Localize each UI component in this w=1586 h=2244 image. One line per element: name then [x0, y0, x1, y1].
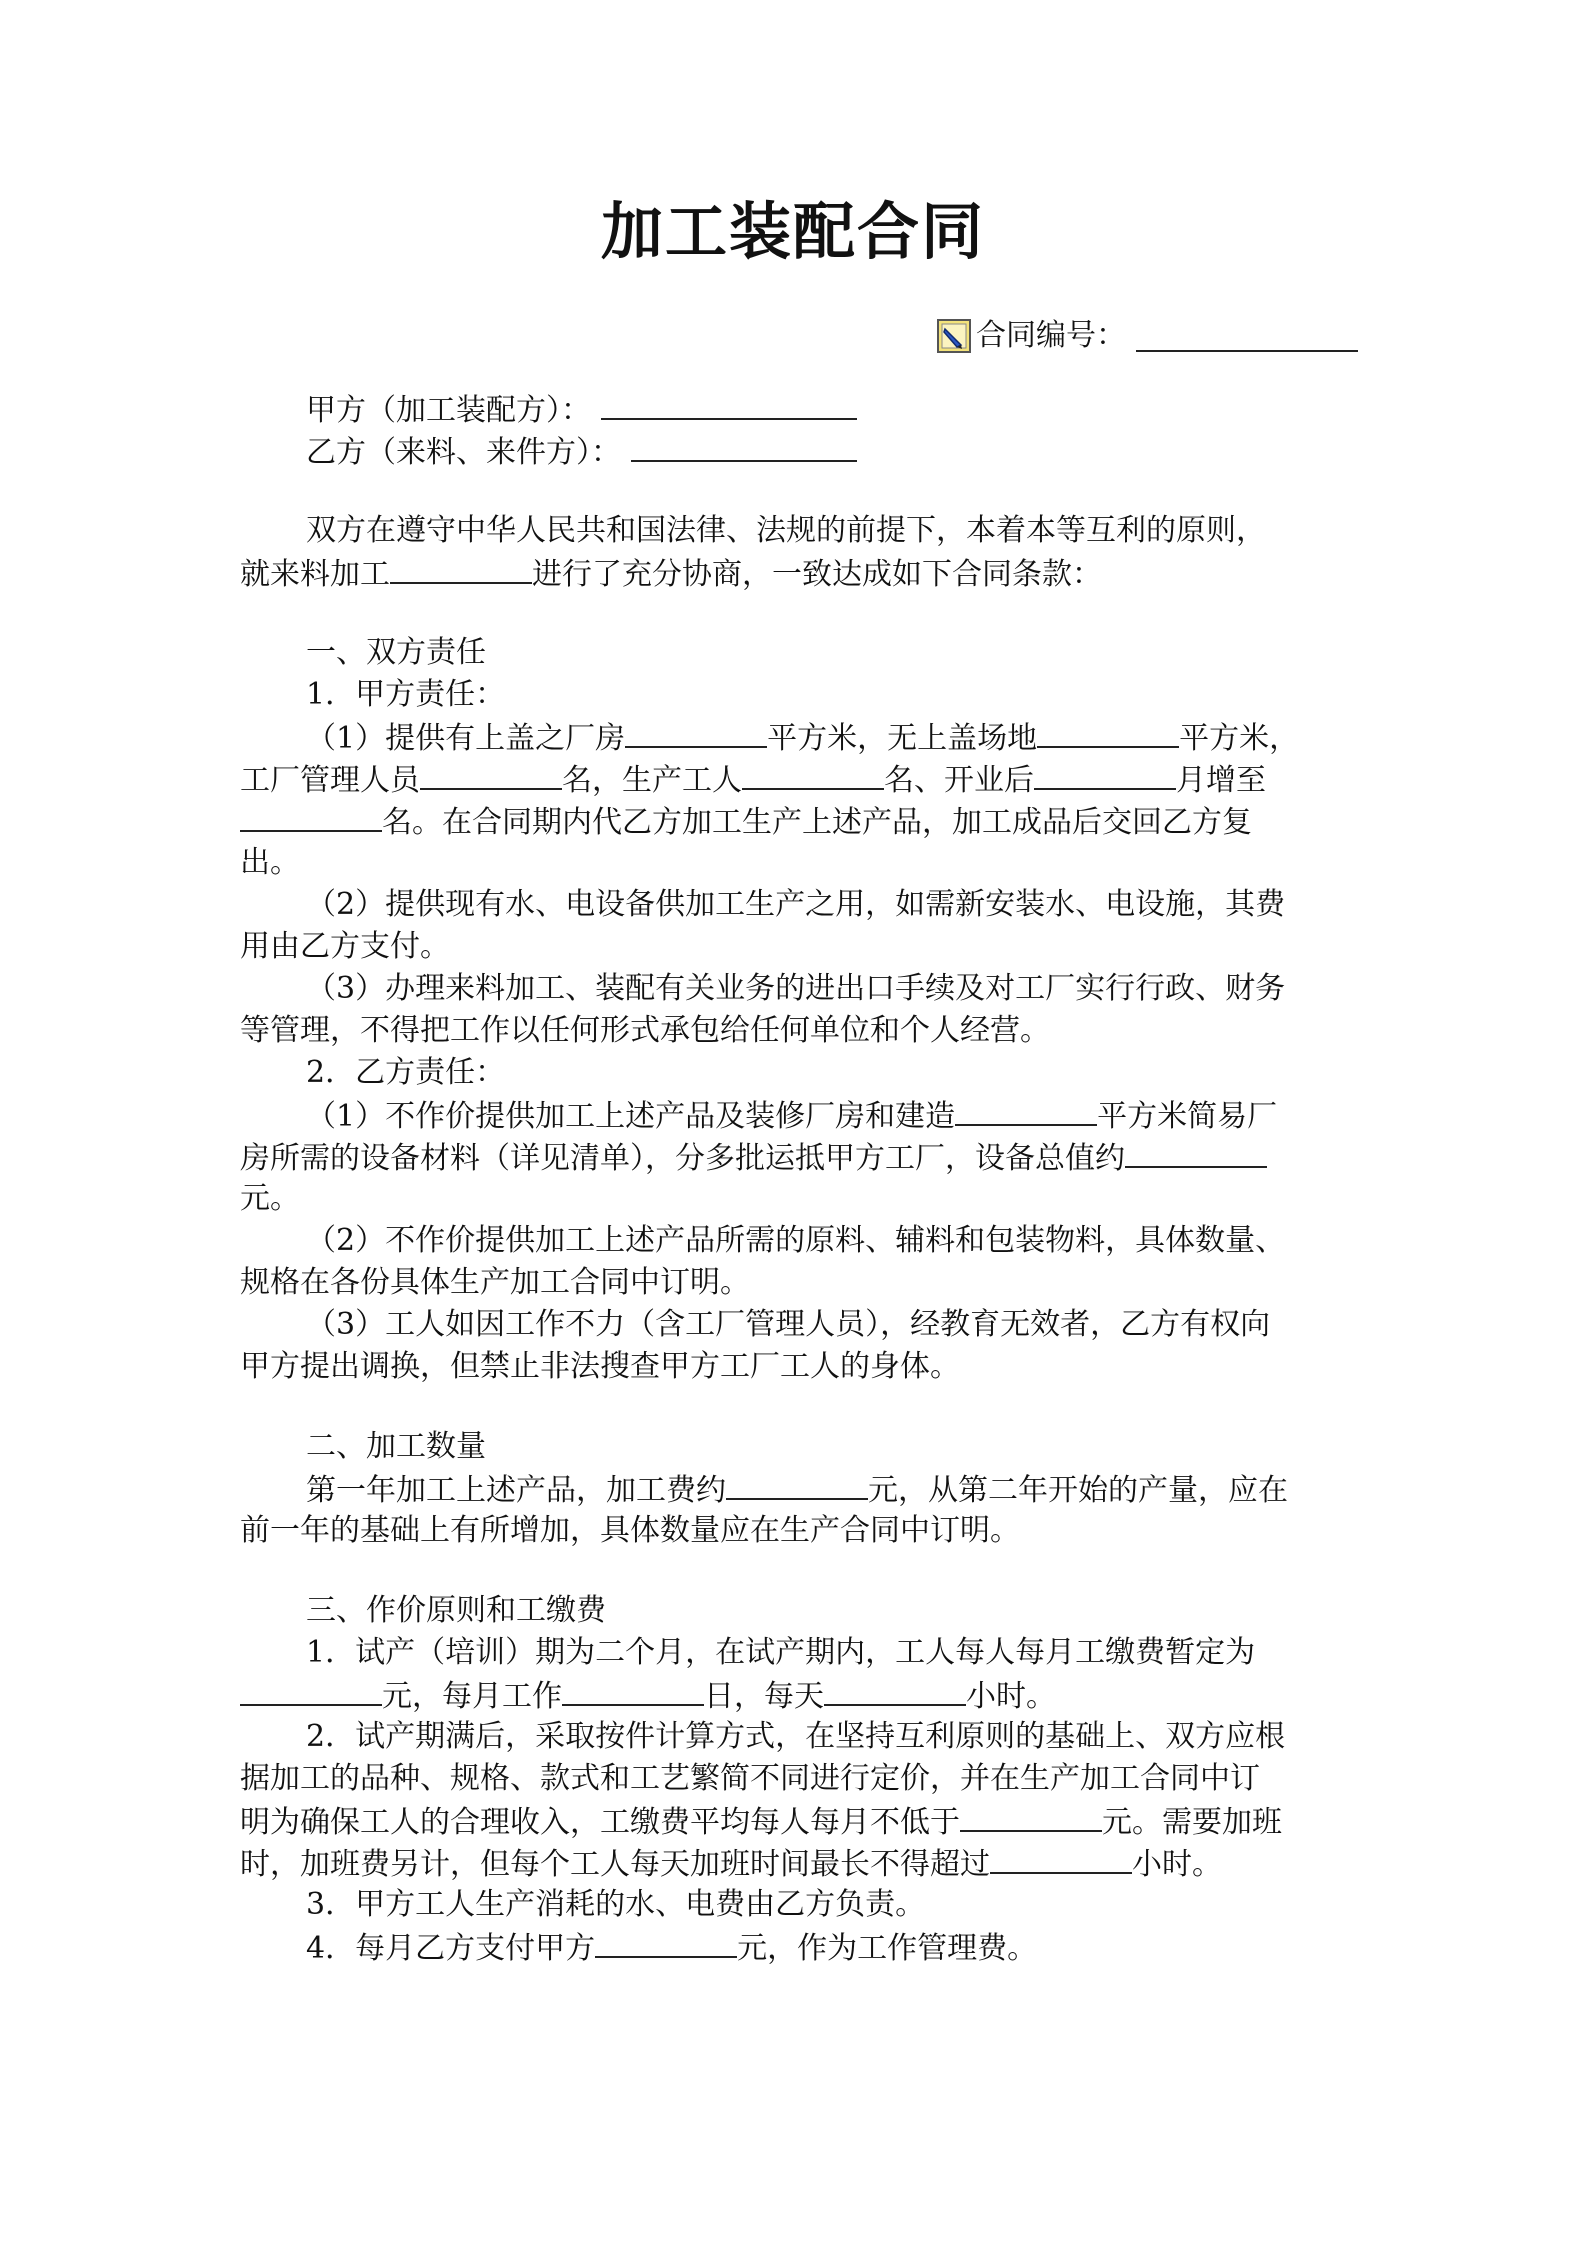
clause-a1-line-3: [240, 800, 1350, 842]
clause-3-4-line: [240, 1926, 1350, 1968]
party-a-blank[interactable]: [601, 388, 857, 420]
contract-body: [240, 388, 1350, 1968]
clause-a1-text-4: 出。: [240, 845, 300, 880]
clause-a3-line-1: [240, 968, 1350, 1010]
clause-a1-text-2c: 名、开业后: [884, 763, 1034, 798]
clause-a2-line-1: [240, 884, 1350, 926]
clause-b1-line-2: [240, 1136, 1350, 1178]
section-1-heading: [240, 632, 1350, 674]
clause-3-1-text-1: 1．试产（培训）期为二个月，在试产期内，工人每人每月工缴费暂定为: [306, 1635, 1256, 1670]
clause-3-4-text-b: 元，作为工作管理费。: [737, 1931, 1038, 1966]
section-2-heading: [240, 1426, 1350, 1468]
months-blank[interactable]: [1034, 758, 1176, 790]
clause-b2-text-2: 规格在各份具体生产加工合同中订明。: [240, 1265, 750, 1300]
workers-blank[interactable]: [742, 758, 884, 790]
section-2-line-2: [240, 1510, 1350, 1552]
daily-hours-blank[interactable]: [824, 1674, 966, 1706]
clause-3-4-text-a: 4．每月乙方支付甲方: [306, 1931, 596, 1966]
clause-3-2-line-2: [240, 1758, 1350, 1800]
clause-3-2-text-1: 2．试产期满后，采取按件计算方式，在坚持互利原则的基础上、双方应根: [306, 1719, 1286, 1754]
clause-b3-text-1: （3）工人如因工作不力（含工厂管理人员），经教育无效者，乙方有权向: [306, 1307, 1271, 1342]
party-a-line: [240, 388, 1350, 430]
contract-number-blank[interactable]: [1136, 320, 1358, 352]
minimum-wage-blank[interactable]: [960, 1800, 1102, 1832]
clause-3-3-text: 3．甲方工人生产消耗的水、电费由乙方负责。: [306, 1887, 926, 1922]
management-fee-blank[interactable]: [595, 1926, 737, 1958]
clause-a1-text-1a: （1）提供有上盖之厂房: [306, 721, 626, 756]
intro-blank[interactable]: [390, 552, 532, 584]
section-2-text-1a: 第一年加工上述产品，加工费约: [306, 1473, 726, 1508]
contract-number-label: 合同编号：: [976, 318, 1126, 353]
clause-b3-line-2: [240, 1346, 1350, 1388]
clause-a1-text-2d: 月增至: [1176, 763, 1266, 798]
section-2-title: 二、加工数量: [306, 1429, 486, 1464]
section-3-heading: [240, 1590, 1350, 1632]
clause-3-3-line: [240, 1884, 1350, 1926]
clause-a1-text-1c: 平方米，: [1179, 721, 1300, 756]
clause-3-2-text-3b: 元。需要加班: [1102, 1805, 1282, 1840]
simple-building-area-blank[interactable]: [955, 1094, 1097, 1126]
clause-a2-text-2: 用由乙方支付。: [240, 929, 450, 964]
clause-b2-text-1: （2）不作价提供加工上述产品所需的原料、辅料和包装物料，具体数量、: [306, 1223, 1286, 1258]
clause-3-2-text-3a: 明为确保工人的合理收入，工缴费平均每人每月不低于: [240, 1805, 960, 1840]
clause-a1-line-1: [240, 716, 1350, 758]
document-title: 加工装配合同: [600, 195, 985, 268]
section-2-text-2: 前一年的基础上有所增加，具体数量应在生产合同中订明。: [240, 1513, 1020, 1548]
clause-a1-text-3: 名。在合同期内代乙方加工生产上述产品，加工成品后交回乙方复: [382, 805, 1252, 840]
open-area-blank[interactable]: [1037, 716, 1179, 748]
covered-area-blank[interactable]: [625, 716, 767, 748]
party-a-duties-title: 1．甲方责任：: [306, 677, 506, 712]
clause-b1-text-1b: 平方米简易厂: [1097, 1099, 1278, 1134]
section-2-line-1: [240, 1468, 1350, 1510]
clause-a1-text-2b: 名，生产工人: [562, 763, 742, 798]
clause-b3-text-2: 甲方提出调换，但禁止非法搜查甲方工厂工人的身体。: [240, 1349, 960, 1384]
clause-b1-text-2: 房所需的设备材料（详见清单），分多批运抵甲方工厂，设备总值约: [240, 1141, 1125, 1176]
intro-text-2b: 进行了充分协商，一致达成如下合同条款：: [532, 557, 1102, 592]
staff-increase-blank[interactable]: [240, 800, 382, 832]
clause-3-1-line-1: [240, 1632, 1350, 1674]
party-b-label: 乙方（来料、来件方）：: [306, 435, 621, 470]
trial-wage-blank[interactable]: [240, 1674, 382, 1706]
clause-a3-text-2: 等管理，不得把工作以任何形式承包给任何单位和个人经营。: [240, 1013, 1050, 1048]
intro-text-1: 双方在遵守中华人民共和国法律、法规的前提下，本着本等互利的原则，: [306, 513, 1266, 548]
clause-3-1-text-2b: 日，每天: [704, 1679, 824, 1714]
clause-b2-line-2: [240, 1262, 1350, 1304]
clause-3-2-line-1: [240, 1716, 1350, 1758]
clause-3-2-text-4b: 小时。: [1132, 1847, 1222, 1882]
section-2-text-1b: 元，从第二年开始的产量，应在: [868, 1473, 1288, 1508]
clause-a3-text-1: （3）办理来料加工、装配有关业务的进出口手续及对工厂实行行政、财务: [306, 971, 1286, 1006]
clause-b2-line-1: [240, 1220, 1350, 1262]
party-b-duties-heading: [240, 1052, 1350, 1094]
clause-b3-line-1: [240, 1304, 1350, 1346]
overtime-hours-blank[interactable]: [990, 1842, 1132, 1874]
equipment-value-blank[interactable]: [1125, 1136, 1267, 1168]
clause-a1-text-1b: 平方米，无上盖场地: [767, 721, 1038, 756]
clause-a1-line-2: [240, 758, 1350, 800]
clause-3-2-line-3: [240, 1800, 1350, 1842]
document-pencil-icon[interactable]: [936, 318, 972, 354]
party-b-line: [240, 430, 1350, 472]
clause-3-2-text-2: 据加工的品种、规格、款式和工艺繁简不同进行定价，并在生产加工合同中订: [240, 1761, 1260, 1796]
intro-line-1: [240, 510, 1350, 552]
clause-3-1-text-2c: 小时。: [966, 1679, 1056, 1714]
processing-fee-blank[interactable]: [726, 1468, 868, 1500]
party-a-duties-heading: [240, 674, 1350, 716]
clause-a1-text-2a: 工厂管理人员: [240, 763, 420, 798]
party-b-blank[interactable]: [631, 430, 857, 462]
intro-line-2: [240, 552, 1350, 594]
clause-3-1-text-2a: 元，每月工作: [382, 1679, 562, 1714]
contract-number-line: [936, 312, 1358, 360]
clause-b1-line-1: [240, 1094, 1350, 1136]
clause-3-2-line-4: [240, 1842, 1350, 1884]
party-b-duties-title: 2．乙方责任：: [306, 1055, 506, 1090]
managers-blank[interactable]: [420, 758, 562, 790]
party-a-label: 甲方（加工装配方）：: [306, 393, 591, 428]
clause-3-2-text-4a: 时，加班费另计，但每个工人每天加班时间最长不得超过: [240, 1847, 990, 1882]
intro-text-2a: 就来料加工: [240, 557, 390, 592]
clause-a2-text-1: （2）提供现有水、电设备供加工生产之用，如需新安装水、电设施，其费: [306, 887, 1286, 922]
clause-b1-text-3: 元。: [240, 1181, 300, 1216]
clause-3-1-line-2: [240, 1674, 1350, 1716]
clause-a3-line-2: [240, 1010, 1350, 1052]
clause-b1-line-3: [240, 1178, 1350, 1220]
clause-a2-line-2: [240, 926, 1350, 968]
section-1-title: 一、双方责任: [306, 635, 486, 670]
clause-b1-text-1a: （1）不作价提供加工上述产品及装修厂房和建造: [306, 1099, 956, 1134]
clause-a1-line-4: [240, 842, 1350, 884]
work-days-blank[interactable]: [562, 1674, 704, 1706]
section-3-title: 三、作价原则和工缴费: [306, 1593, 606, 1628]
